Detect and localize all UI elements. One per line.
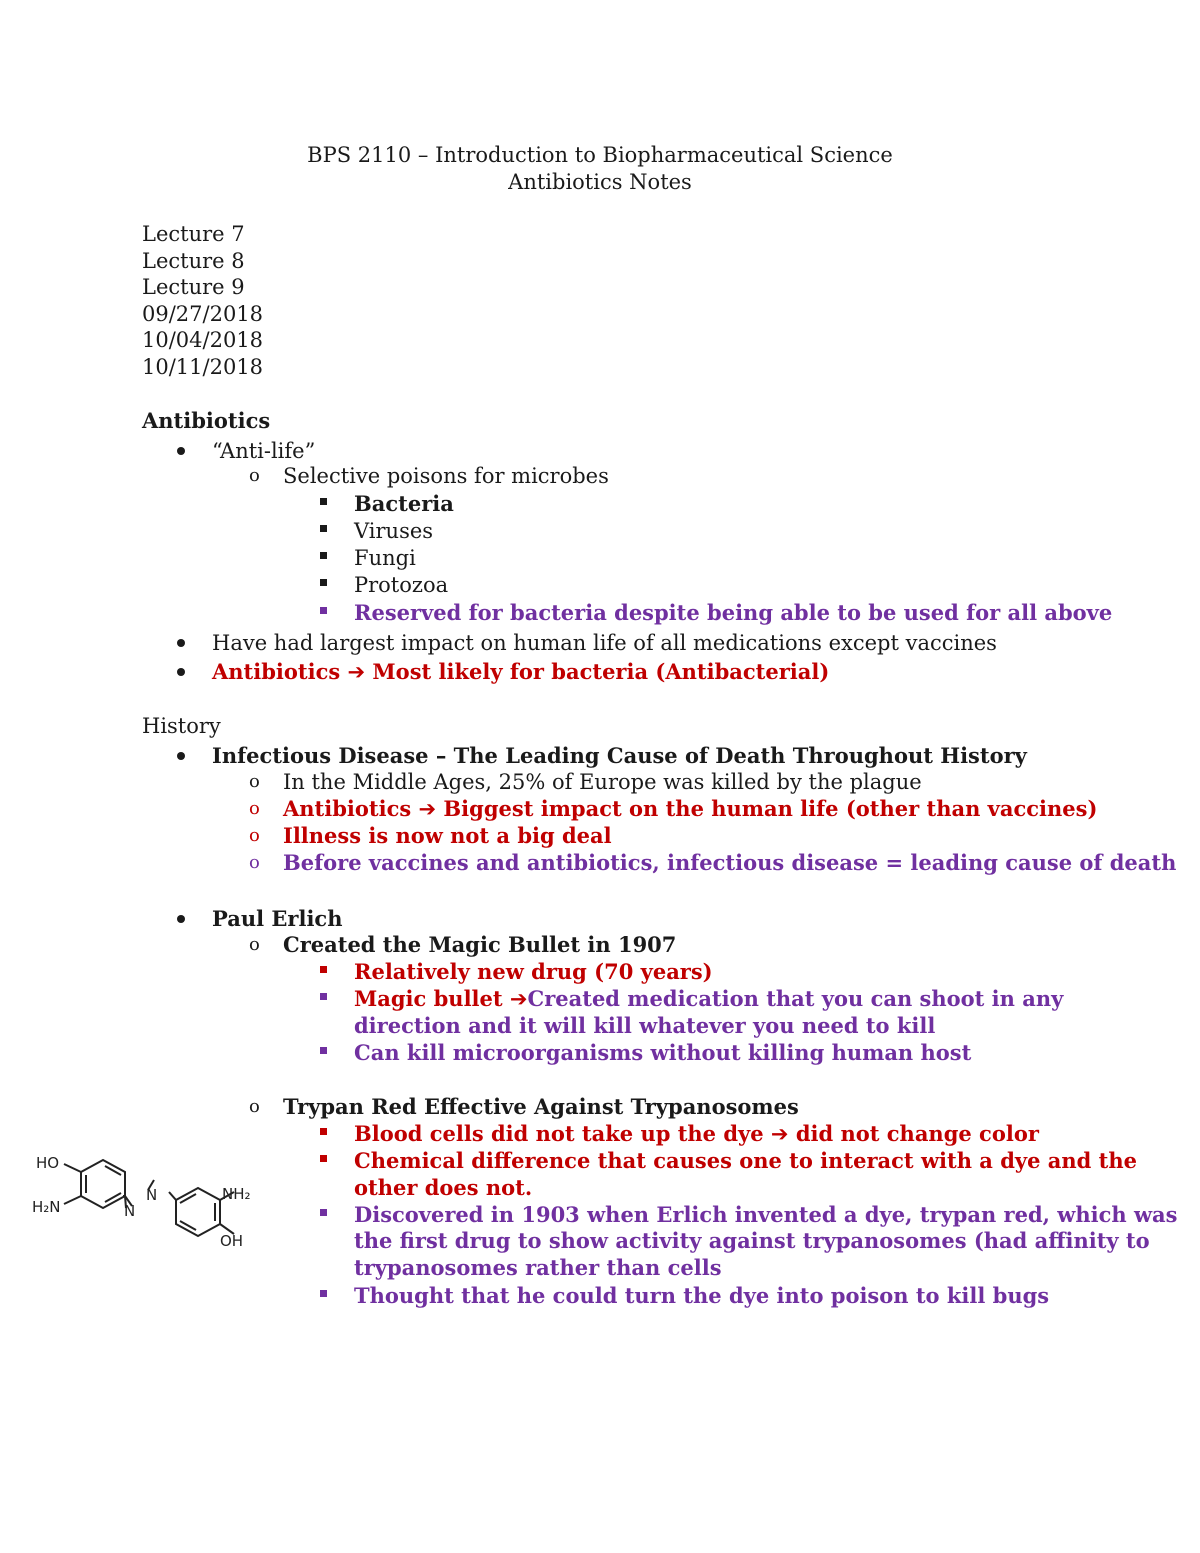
section-heading-history: History [142,714,221,738]
bullet-square [320,1128,327,1135]
right-benzene-ring [176,1188,220,1236]
arrow-icon: ➔ [770,1122,789,1146]
magic-bullet-text: Created medication that you can shoot in any [527,986,1064,1011]
discovered-item: Discovered in 1903 when Erlich invented a dye, trypan red, which was [354,1202,1178,1227]
structure-label-oh: OH [220,1232,244,1250]
bullet-ring: o [249,465,260,486]
most-likely-label: Antibiotics [212,659,348,684]
structure-label-nh2: NH₂ [222,1185,251,1203]
bullet-square [320,1290,327,1297]
structure-label-ho: HO [36,1154,60,1172]
microbe-bacteria: Bacteria [354,491,454,516]
meta-date-3: 10/11/2018 [142,355,264,379]
meta-lecture-7: Lecture 7 [142,222,245,246]
blood-cells-text: did not change color [788,1121,1039,1146]
blood-cells-item [354,1121,1039,1147]
magic-bullet-desc-cont: direction and it will kill whatever you need to kill [354,1013,936,1038]
structure-label-n1: N [124,1202,136,1220]
structure-label-h2n: H₂N [32,1198,61,1216]
infectious-disease-item: Infectious Disease – The Leading Cause of Death Throughout History [212,743,1027,768]
chemical-structure-diagram [28,1148,268,1258]
meta-date-2: 10/04/2018 [142,328,264,352]
middle-ages-item: In the Middle Ages, 25% of Europe was killed by the plague [283,770,922,794]
arrow-icon: ➔ [509,987,528,1011]
new-drug-item: Relatively new drug (70 years) [354,959,713,984]
most-likely-text: Most likely for bacteria (Antibacterial) [365,659,830,684]
anti-life-item: “Anti-life” [212,439,316,463]
bullet-square [320,607,327,614]
bullet-square [320,525,327,532]
meta-date-1: 09/27/2018 [142,302,264,326]
meta-lecture-9: Lecture 9 [142,275,245,299]
magic-bullet-item: Created the Magic Bullet in 1907 [283,932,677,957]
bullet-square [320,579,327,586]
bullet-ring: o [249,934,260,955]
most-likely-item [212,659,829,685]
bullet-disc [177,915,185,923]
bullet-ring: o [249,825,260,846]
thought-item: Thought that he could turn the dye into poison to kill bugs [354,1283,1050,1308]
bullet-ring: o [249,771,260,792]
microbe-viruses: Viruses [354,519,434,543]
discovered-cont-2: trypanosomes rather than cells [354,1255,722,1280]
bullet-disc [177,447,185,455]
microbe-fungi: Fungi [354,546,416,570]
chemical-difference-cont: other does not. [354,1175,533,1200]
biggest-impact-label: Antibiotics [283,796,419,821]
arrow-icon: ➔ [418,797,437,821]
bullet-square [320,993,327,1000]
magic-bullet-desc [354,986,1063,1012]
selective-poisons-item: Selective poisons for microbes [283,464,609,488]
kill-microorganisms-item: Can kill microorganisms without killing human host [354,1040,972,1065]
chemical-difference-item: Chemical difference that causes one to interact with a dye and the [354,1148,1137,1173]
blood-cells-label: Blood cells did not take up the dye [354,1121,771,1146]
biggest-impact-item [283,796,1097,822]
bullet-ring: o [249,798,260,819]
trypan-red-item: Trypan Red Effective Against Trypanosomes [283,1094,799,1119]
bullet-ring: o [249,852,260,873]
left-benzene-ring [81,1160,125,1208]
arrow-icon: ➔ [347,660,366,684]
discovered-cont-1: the first drug to show activity against trypanosomes (had affinity to [354,1228,1150,1253]
bullet-disc [177,668,185,676]
impact-item: Have had largest impact on human life of all medications except vaccines [212,631,997,655]
bullet-square [320,1155,327,1162]
biggest-impact-text: Biggest impact on the human life (other than vaccines) [436,796,1098,821]
notes-subtitle: Antibiotics Notes [508,170,692,194]
meta-lecture-8: Lecture 8 [142,249,245,273]
bullet-disc [177,639,185,647]
before-vaccines-item: Before vaccines and antibiotics, infectious disease = leading cause of death [283,850,1177,875]
illness-item: Illness is now not a big deal [283,823,612,848]
bullet-square [320,1209,327,1216]
structure-label-n2: N [146,1186,158,1204]
bullet-square [320,1047,327,1054]
microbe-protozoa: Protozoa [354,573,449,597]
course-title: BPS 2110 – Introduction to Biopharmaceutical Science [307,143,893,167]
bullet-ring: o [249,1096,260,1117]
magic-bullet-label: Magic bullet [354,986,510,1011]
section-heading-antibiotics: Antibiotics [142,408,271,433]
paul-erlich-item: Paul Erlich [212,906,343,931]
bullet-square [320,552,327,559]
bullet-square [320,498,327,505]
bullet-square [320,966,327,973]
reserved-note: Reserved for bacteria despite being able to be used for all above [354,600,1113,625]
bullet-disc [177,752,185,760]
